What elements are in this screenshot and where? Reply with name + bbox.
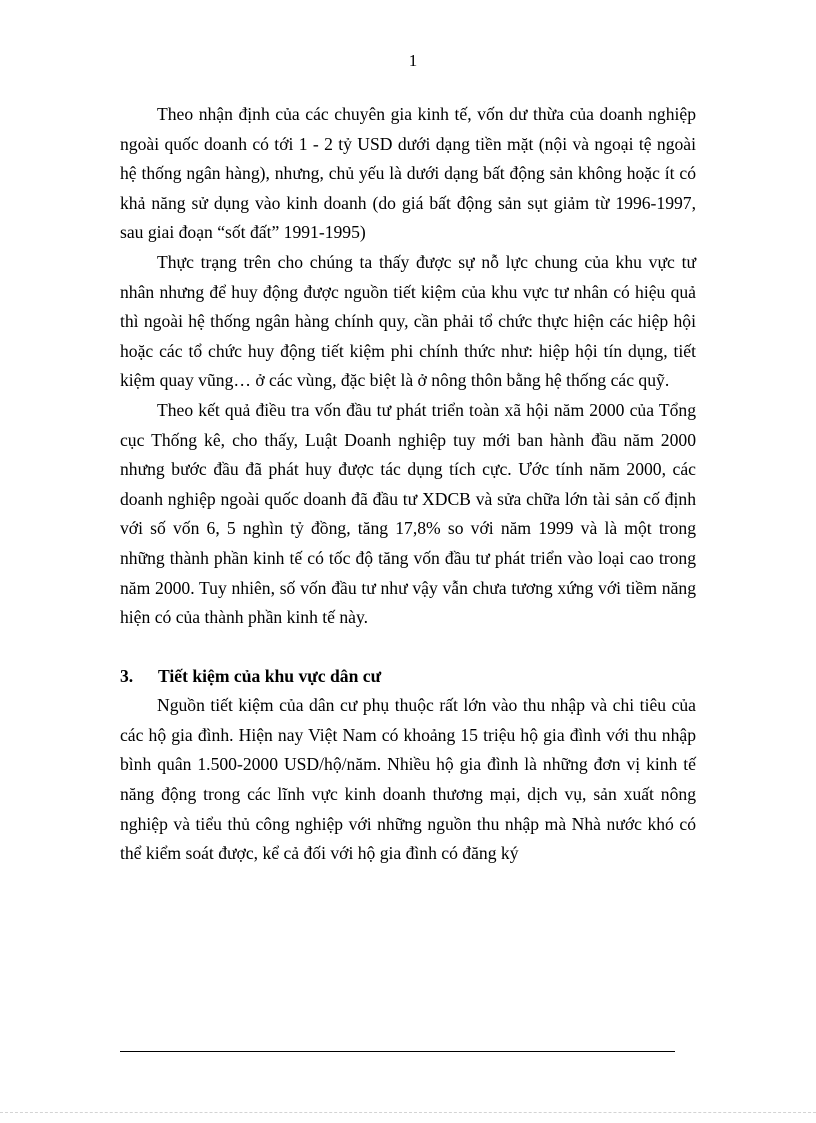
page-number: 1 — [408, 51, 418, 70]
section-heading — [120, 662, 696, 692]
paragraph-household-savings: Nguồn tiết kiệm của dân cư phụ thuộc rất lớn vào thu nhập và chi tiêu của các hộ gia đình. Hiện nay Việt Nam có khoảng 15 triệu hộ gia đình với thu nhập bình quân 1.500-2000 USD/hộ/năm. Nhiều hộ gia đình là những đơn vị kinh tế năng động trong các lĩnh vực kinh doanh thương mại, dịch vụ, sản xuất nông nghiệp và tiểu thủ công nghiệp với những nguồn thu nhập mà Nhà nước khó có thể kiểm soát được, kể cả đối với hộ gia đình có đăng ký — [120, 695, 696, 864]
section-title: Tiết kiệm của khu vực dân cư — [158, 665, 382, 686]
section-number: 3. — [120, 665, 134, 686]
document-body — [120, 100, 696, 869]
footnote-separator — [120, 1051, 675, 1052]
paragraph-private-sector-savings: Thực trạng trên cho chúng ta thấy được sự nỗ lực chung của khu vực tư nhân nhưng để huy động được nguồn tiết kiệm của khu vực tư nhân có hiệu quả thì ngoài hệ thống ngân hàng chính quy, cần phải tổ chức thực hiện các hiệp hội hoặc các tổ chức huy động tiết kiệm phi chính thức như: hiệp hội tín dụng, tiết kiệm quay vũng… ở các vùng, đặc biệt là ở nông thôn bằng hệ thống các quỹ. — [120, 251, 696, 391]
paragraph-investment-survey-2000: Theo kết quả điều tra vốn đầu tư phát triển toàn xã hội năm 2000 của Tổng cục Thống kê, cho thấy, Luật Doanh nghiệp tuy mới ban hành đầu năm 2000 nhưng bước đầu đã phát huy được tác dụng tích cực. Ước tính năm 2000, các doanh nghiệp ngoài quốc doanh đã đầu tư XDCB và sửa chữa lớn tài sản cố định với số vốn 6, 5 nghìn tỷ đồng, tăng 17,8% so với năm 1999 và là một trong những thành phần kinh tế có tốc độ tăng vốn đầu tư phát triển vào loại cao trong năm 2000. Tuy nhiên, số vốn đầu tư như vậy vẫn chưa tương xứng với tiềm năng hiện có của thành phần kinh tế này. — [120, 399, 696, 628]
paragraph-capital-surplus: Theo nhận định của các chuyên gia kinh tế, vốn dư thừa của doanh nghiệp ngoài quốc doanh có tới 1 - 2 tỷ USD dưới dạng tiền mặt (nội và ngoại tệ ngoài hệ thống ngân hàng), nhưng, chủ yếu là dưới dạng bất động sản không hoặc ít có khả năng sử dụng vào kinh doanh (do giá bất động sản sụt giảm từ 1996-1997, sau giai đoạn “sốt đất” 1991-1995) — [120, 104, 696, 243]
page-boundary — [0, 1112, 816, 1113]
